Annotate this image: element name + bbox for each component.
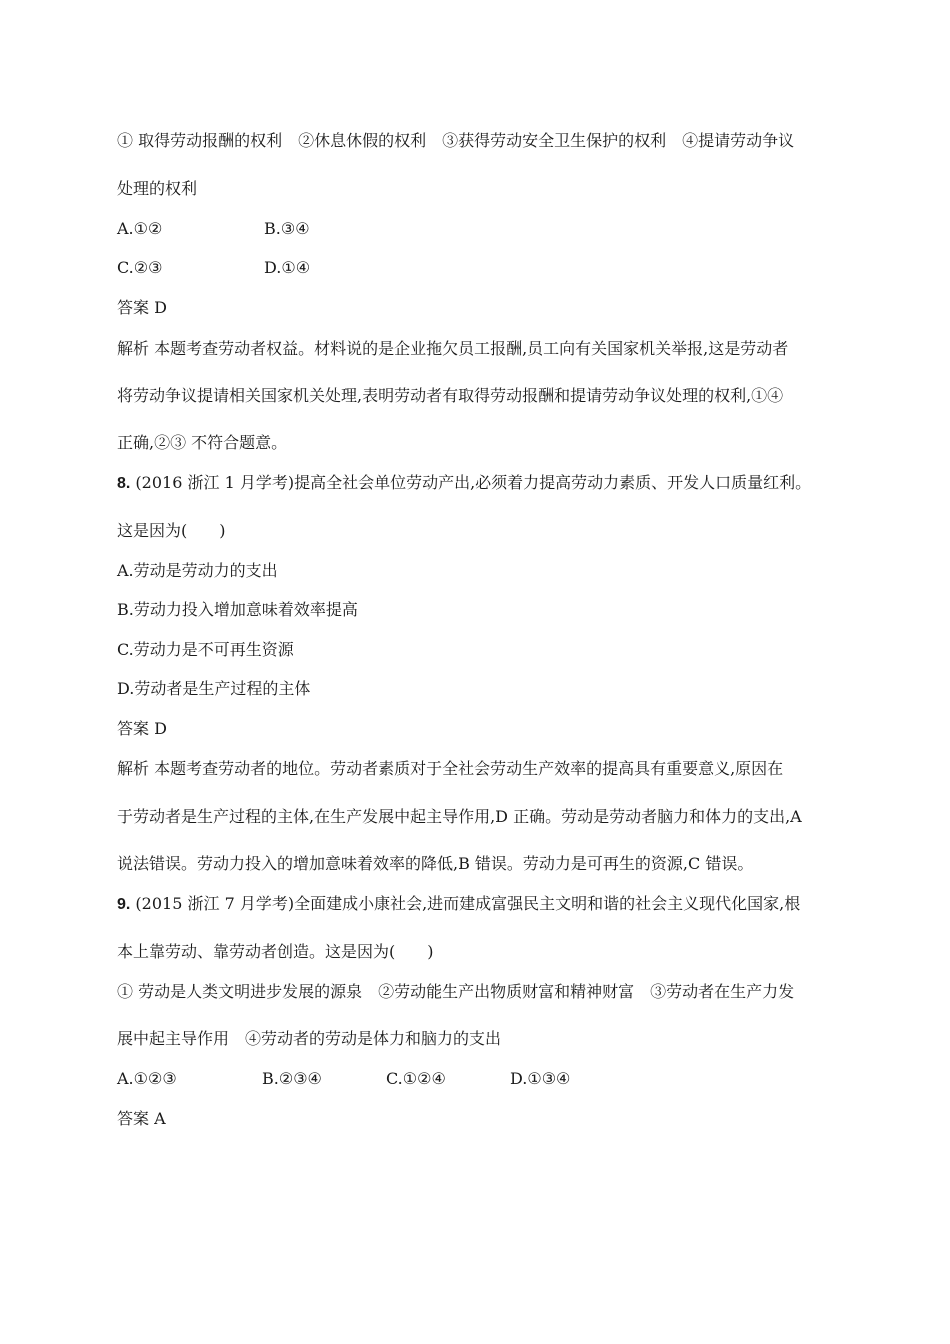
q7-statements-line-1: ① 取得劳动报酬的权利 ②休息休假的权利 ③获得劳动安全卫生保护的权利 ④提请劳动争议 <box>117 131 795 150</box>
q8-analysis-line-3: 说法错误。劳动力投入的增加意味着效率的降低,B 错误。劳动力是可再生的资源,C 错误。 <box>117 854 754 873</box>
q8-analysis-line-2: 于劳动者是生产过程的主体,在生产发展中起主导作用,D 正确。劳动是劳动者脑力和体力的支出,A <box>117 807 802 826</box>
q7-analysis-line-3: 正确,②③ 不符合题意。 <box>117 433 288 452</box>
q9-statements-line-2: 展中起主导作用 ④劳动者的劳动是体力和脑力的支出 <box>117 1029 502 1048</box>
q7-option-c: C.②③ <box>117 258 163 277</box>
q8-option-a: A.劳动是劳动力的支出 <box>117 561 278 580</box>
q7-option-b: B.③④ <box>264 219 310 238</box>
q7-answer: 答案 D <box>117 298 167 317</box>
q9-option-a: A.①②③ <box>117 1069 177 1088</box>
q9-stem-line-2: 本上靠劳动、靠劳动者创造。这是因为( ) <box>117 942 434 961</box>
q8-stem-line-2: 这是因为( ) <box>117 521 226 540</box>
q8-number: 8. <box>117 475 131 492</box>
q8-analysis-line-1: 解析 本题考查劳动者的地位。劳动者素质对于全社会劳动生产效率的提高具有重要意义,原因在 <box>117 759 784 778</box>
q9-stem-text: (2015 浙江 7 月学考)全面建成小康社会,进而建成富强民主文明和谐的社会主义现代化国家,根 <box>130 894 801 913</box>
q8-option-b: B.劳动力投入增加意味着效率提高 <box>117 600 358 619</box>
q7-analysis-line-2: 将劳动争议提请相关国家机关处理,表明劳动者有取得劳动报酬和提请劳动争议处理的权利,①④ <box>117 386 784 405</box>
q9-stem-line-1 <box>117 894 800 915</box>
q8-option-d: D.劳动者是生产过程的主体 <box>117 679 311 698</box>
q9-number: 9. <box>117 896 131 913</box>
q9-option-c: C.①②④ <box>386 1069 446 1088</box>
q9-answer: 答案 A <box>117 1109 166 1128</box>
q7-option-a: A.①② <box>117 219 163 238</box>
q9-statements-line-1: ① 劳动是人类文明进步发展的源泉 ②劳动能生产出物质财富和精神财富 ③劳动者在生产力发 <box>117 982 795 1001</box>
q8-stem-line-1 <box>117 473 811 494</box>
q7-statements-line-2: 处理的权利 <box>117 179 198 198</box>
q7-analysis-line-1: 解析 本题考查劳动者权益。材料说的是企业拖欠员工报酬,员工向有关国家机关举报,这是劳动者 <box>117 339 789 358</box>
q9-option-b: B.②③④ <box>262 1069 322 1088</box>
q8-answer: 答案 D <box>117 719 167 738</box>
q8-option-c: C.劳动力是不可再生资源 <box>117 640 294 659</box>
q7-option-d: D.①④ <box>264 258 311 277</box>
q8-stem-text: (2016 浙江 1 月学考)提高全社会单位劳动产出,必须着力提高劳动力素质、开发人口质量红利。 <box>130 473 812 492</box>
q9-option-d: D.①③④ <box>510 1069 571 1088</box>
